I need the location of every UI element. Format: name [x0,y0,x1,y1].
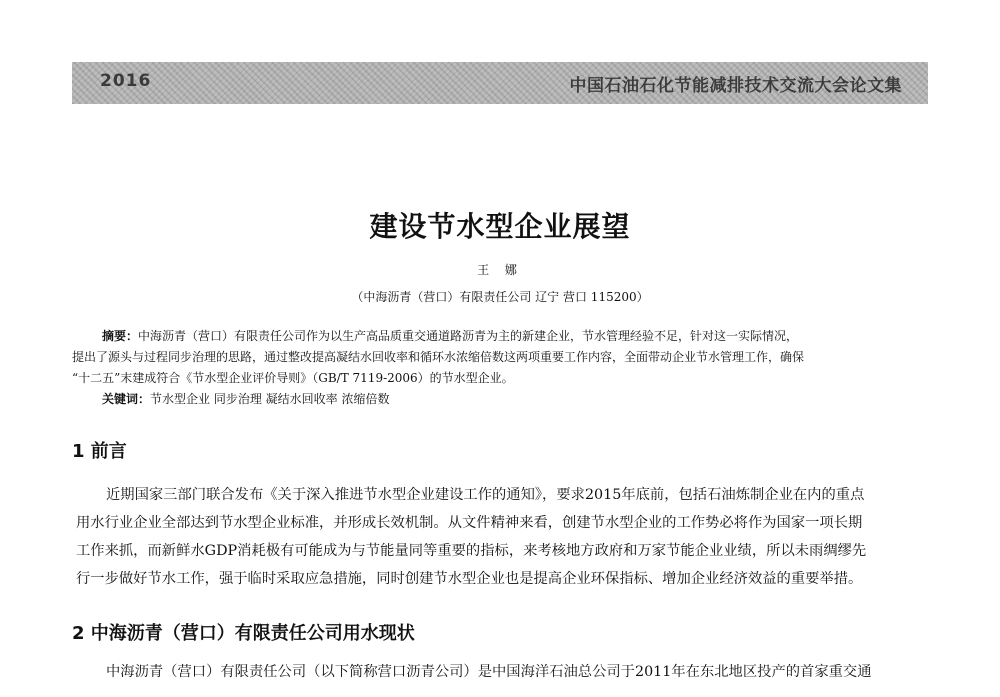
paragraph-line: 近期国家三部门联合发布《关于深入推进节水型企业建设工作的通知》，要求2015年底前，包括石油炼制企业在内的重点 [106,487,865,503]
header-proceedings-title: 中国石油石化节能减排技术交流大会论文集 [569,76,902,96]
abstract-line-2: 提出了源头与过程同步治理的思路，通过整改提高凝结水回收率和循环水浓缩倍数这两项重要工作内容，全面带动企业节水管理工作，确保 [72,350,805,364]
keywords-line [72,389,928,410]
section-body [76,481,928,593]
section-body [76,658,928,686]
keywords-text: 节水型企业 同步治理 凝结水回收率 浓缩倍数 [150,392,390,406]
section-heading: 1 前言 [72,441,127,462]
abstract-line-1 [72,326,928,347]
section-heading: 2 中海沥青（营口）有限责任公司用水现状 [72,623,415,644]
header-year: 2016 [100,71,152,91]
abstract-text: 中海沥青（营口）有限责任公司作为以生产高品质重交通道路沥青为主的新建企业，节水管理经验不足，针对这一实际情况， [138,329,799,343]
paper-title: 建设节水型企业展望 [369,210,631,243]
author-affiliation: （中海沥青（营口）有限责任公司 辽宁 营口 115200） [351,290,649,304]
abstract-block [72,326,928,410]
author-name: 王 娜 [477,263,523,277]
keywords-label: 关键词： [102,392,151,406]
paragraph-line: 工作来抓，而新鲜水GDP消耗极有可能成为与节能量同等重要的指标，来考核地方政府和万家节能企业业绩，所以未雨绸缪先 [76,543,867,559]
paragraph-line: 行一步做好节水工作，强于临时采取应急措施，同时创建节水型企业也是提高企业环保指标、增加企业经济效益的重要举措。 [76,571,863,587]
paragraph-line: 用水行业企业全部达到节水型企业标准，并形成长效机制。从文件精神来看，创建节水型企业的工作势必将作为国家一项长期 [76,515,863,531]
abstract-label: 摘要： [102,329,139,343]
paragraph-line: 中海沥青（营口）有限责任公司（以下简称营口沥青公司）是中国海洋石油总公司于2011年在东北地区投产的首家重交通 [106,664,872,680]
running-header [72,62,928,104]
abstract-line-3: “十二五”末建成符合《节水型企业评价导则》（GB/T 7119-2006）的节水型企业。 [72,371,514,385]
